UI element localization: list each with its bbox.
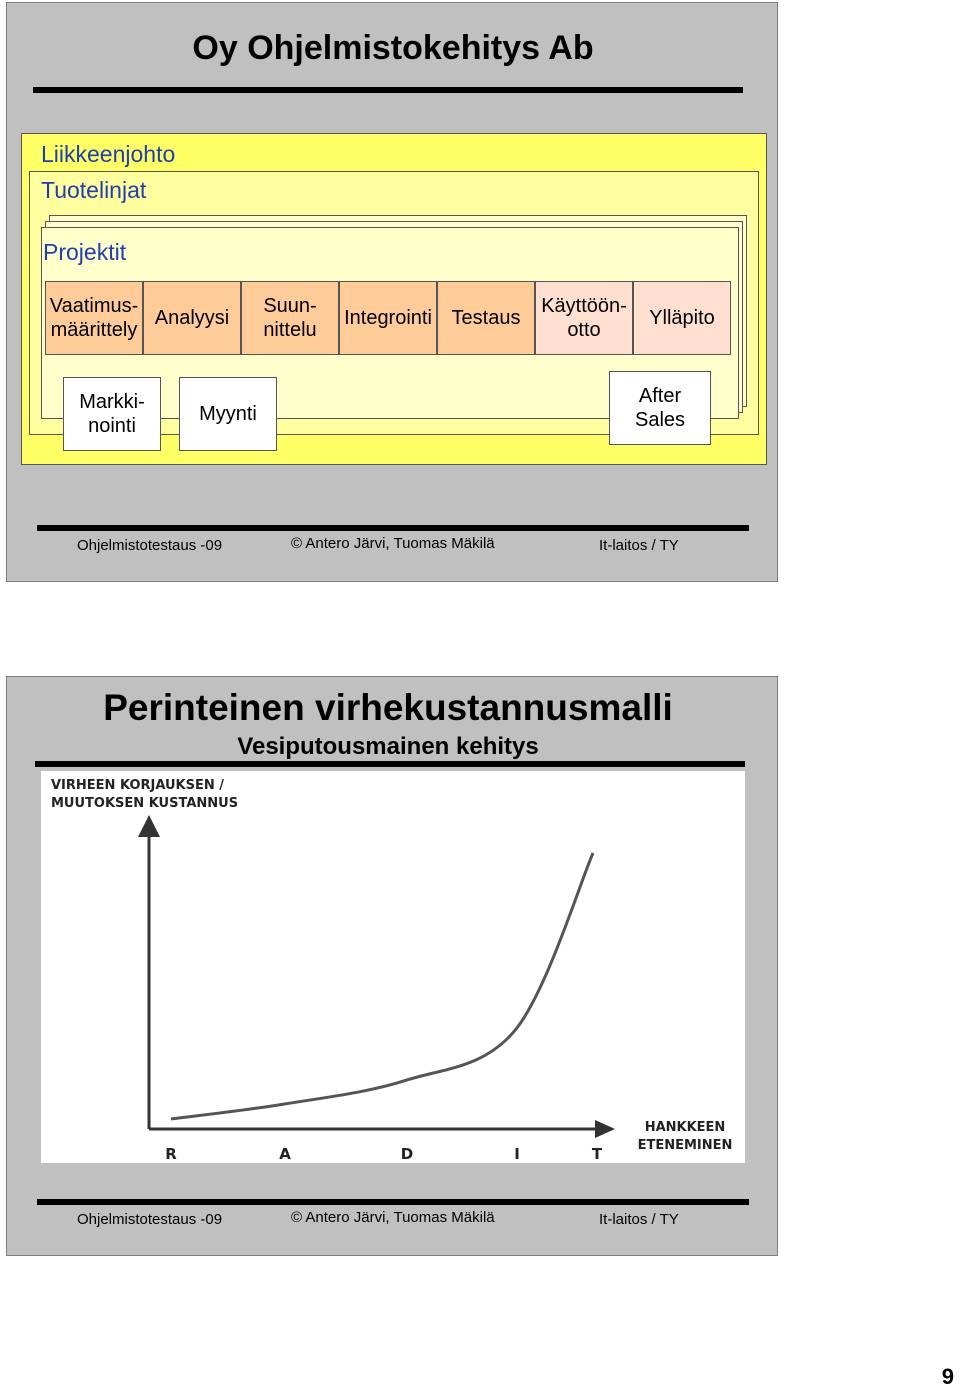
management-label: Liikkeenjohto	[41, 141, 176, 167]
x-axis-label	[638, 1120, 733, 1153]
slide-error-cost	[6, 676, 778, 1256]
after-sales-box: After Sales	[609, 371, 711, 445]
x-tick-label: R	[165, 1145, 177, 1163]
phase-deployment: Käyttöön- otto	[535, 281, 633, 355]
x-tick-label: A	[279, 1145, 291, 1163]
x-axis-arrow	[595, 1120, 615, 1138]
footer-department: It-laitos / TY	[599, 1211, 679, 1228]
phase-integration: Integrointi	[339, 281, 437, 355]
x-axis-label-line: ETENEMINEN	[637, 1138, 733, 1153]
y-axis-label	[51, 778, 238, 811]
projects-label: Projektit	[43, 239, 127, 265]
footer-authors: © Antero Järvi, Tuomas Mäkilä	[291, 1209, 495, 1226]
y-axis-arrow	[138, 815, 160, 837]
cost-curve-group	[171, 853, 593, 1119]
page-number: 9	[941, 1364, 954, 1389]
x-tick-label: D	[400, 1145, 414, 1163]
footer-course: Ohjelmistotestaus -09	[77, 1211, 223, 1228]
x-tick-labels	[165, 1145, 603, 1163]
footer-department: It-laitos / TY	[599, 537, 679, 554]
cost-chart	[41, 771, 745, 1163]
x-tick-label: T	[591, 1145, 603, 1163]
phase-testing: Testaus	[437, 281, 535, 355]
footer-authors: © Antero Järvi, Tuomas Mäkilä	[291, 535, 495, 552]
title-rule	[35, 761, 745, 767]
x-tick-label: I	[514, 1145, 520, 1163]
phase-requirements: Vaatimus- määrittely	[45, 281, 143, 355]
title-rule	[33, 87, 743, 93]
cost-chart-svg	[41, 771, 745, 1163]
x-axis-label-line: HANKKEEN	[644, 1120, 726, 1135]
slide-subtitle: Vesiputousmainen kehitys	[237, 733, 539, 760]
phase-maintenance: Ylläpito	[633, 281, 731, 355]
sales-box: Myynti	[179, 377, 277, 451]
y-axis-label-line: MUUTOKSEN KUSTANNUS	[51, 796, 239, 811]
marketing-box: Markki- nointi	[63, 377, 161, 451]
slide-title: Oy Ohjelmistokehitys Ab	[192, 29, 594, 67]
phase-analysis: Analyysi	[143, 281, 241, 355]
slide-org-chart	[6, 2, 778, 582]
product-lines-label: Tuotelinjat	[41, 177, 147, 203]
y-axis-label-line: VIRHEEN KORJAUKSEN /	[51, 778, 225, 793]
phase-design: Suun- nittelu	[241, 281, 339, 355]
footer-rule	[37, 1199, 749, 1205]
cost-curve	[171, 853, 593, 1119]
footer-rule	[37, 525, 749, 531]
footer-course: Ohjelmistotestaus -09	[77, 537, 223, 554]
slide-title: Perinteinen virhekustannusmalli	[103, 687, 673, 728]
